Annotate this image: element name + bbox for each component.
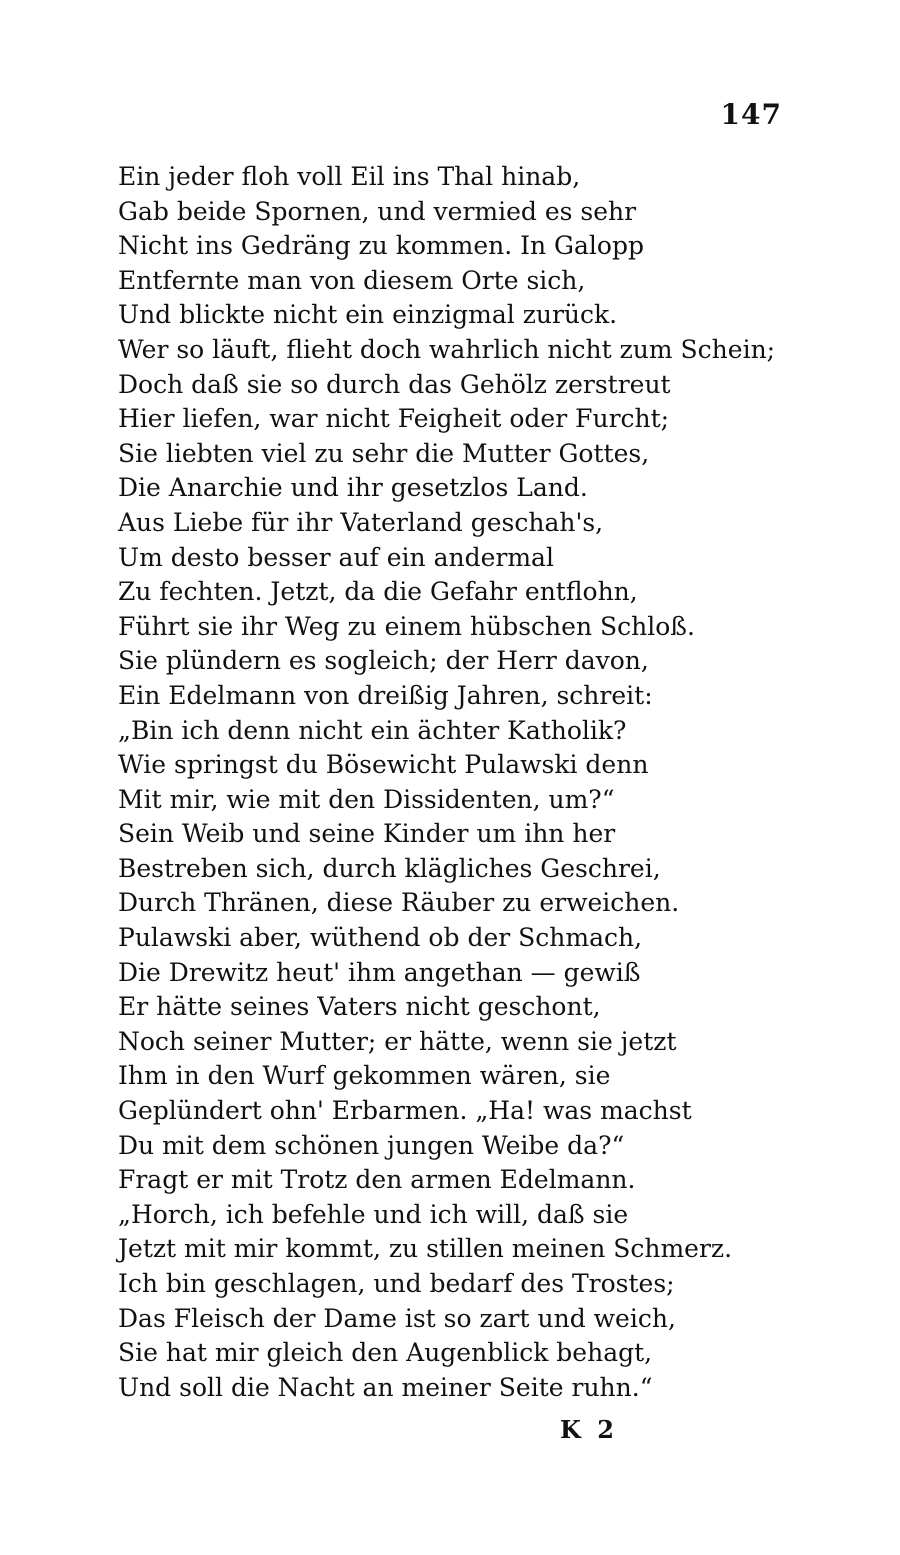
poem-line: Doch daß sie so durch das Gehölz zerstreut [118,369,671,399]
poem-line: Noch seiner Mutter; er hätte, wenn sie jetzt [118,1026,677,1056]
poem-line: „Horch, ich befehle und ich will, daß sie [118,1199,629,1229]
poem-line: Pulawski aber, wüthend ob der Schmach, [118,923,643,953]
poem-line: Sie hat mir gleich den Augenblick behagt, [118,1338,653,1368]
poem-line: Geplündert ohn' Erbarmen. „Ha! was machst [118,1096,692,1126]
poem-line: Mit mir, wie mit den Dissidenten, um?“ [118,784,615,814]
poem-line: „Bin ich denn nicht ein ächter Katholik? [118,715,627,745]
poem-line: Die Drewitz heut' ihm angethan — gewiß [118,957,641,987]
poem-line: Sie plündern es sogleich; der Herr davon, [118,646,649,676]
poem-line: Fragt er mit Trotz den armen Edelmann. [118,1165,636,1195]
poem-line: Ein jeder floh voll Eil ins Thal hinab, [118,162,581,191]
poem-line: Durch Thränen, diese Räuber zu erweichen. [118,888,680,918]
poem-line: Zu fechten. Jetzt, da die Gefahr entflohn, [118,577,638,607]
poem-line: Du mit dem schönen jungen Weibe da?“ [118,1130,625,1160]
poem-line: Sie liebten viel zu sehr die Mutter Gottes, [118,438,650,468]
poem-line: Entfernte man von diesem Orte sich, [118,265,586,295]
poem-line: Wie springst du Bösewicht Pulawski denn [118,750,649,780]
poem-line: Aus Liebe für ihr Vaterland geschah's, [118,507,604,537]
poem-line: Hier liefen, war nicht Feigheit oder Furcht; [118,404,670,434]
page-number: 147 [720,98,782,131]
poem-line: Er hätte seines Vaters nicht geschont, [118,992,601,1022]
poem-line: Und blickte nicht ein einzigmal zurück. [118,300,618,330]
poem-line: Ein Edelmann von dreißig Jahren, schreit: [118,680,653,710]
poem-line: Das Fleisch der Dame ist so zart und weich, [118,1303,676,1333]
poem-line: Ihm in den Wurf gekommen wären, sie [118,1061,611,1091]
poem-line: Jetzt mit mir kommt, zu stillen meinen Schmerz. [118,1234,733,1264]
poem-line: Und soll die Nacht an meiner Seite ruhn.“ [118,1372,653,1402]
poem-line: Um desto besser auf ein andermal [118,542,554,572]
poem-line: Gab beide Spornen, und vermied es sehr [118,196,637,226]
signature-mark: K 2 [560,1415,618,1444]
poem-line: Die Anarchie und ihr gesetzlos Land. [118,473,588,503]
poem-line: Nicht ins Gedräng zu kommen. In Galopp [118,231,644,261]
poem-text [118,160,778,1405]
poem-line: Führt sie ihr Weg zu einem hübschen Schloß. [118,611,695,641]
poem-line: Ich bin geschlagen, und bedarf des Trostes; [118,1269,675,1298]
poem-line: Wer so läuft, flieht doch wahrlich nicht zum Schein; [118,334,776,364]
poem-line: Sein Weib und seine Kinder um ihn her [118,819,616,849]
poem-line: Bestreben sich, durch klägliches Geschrei, [118,853,661,883]
